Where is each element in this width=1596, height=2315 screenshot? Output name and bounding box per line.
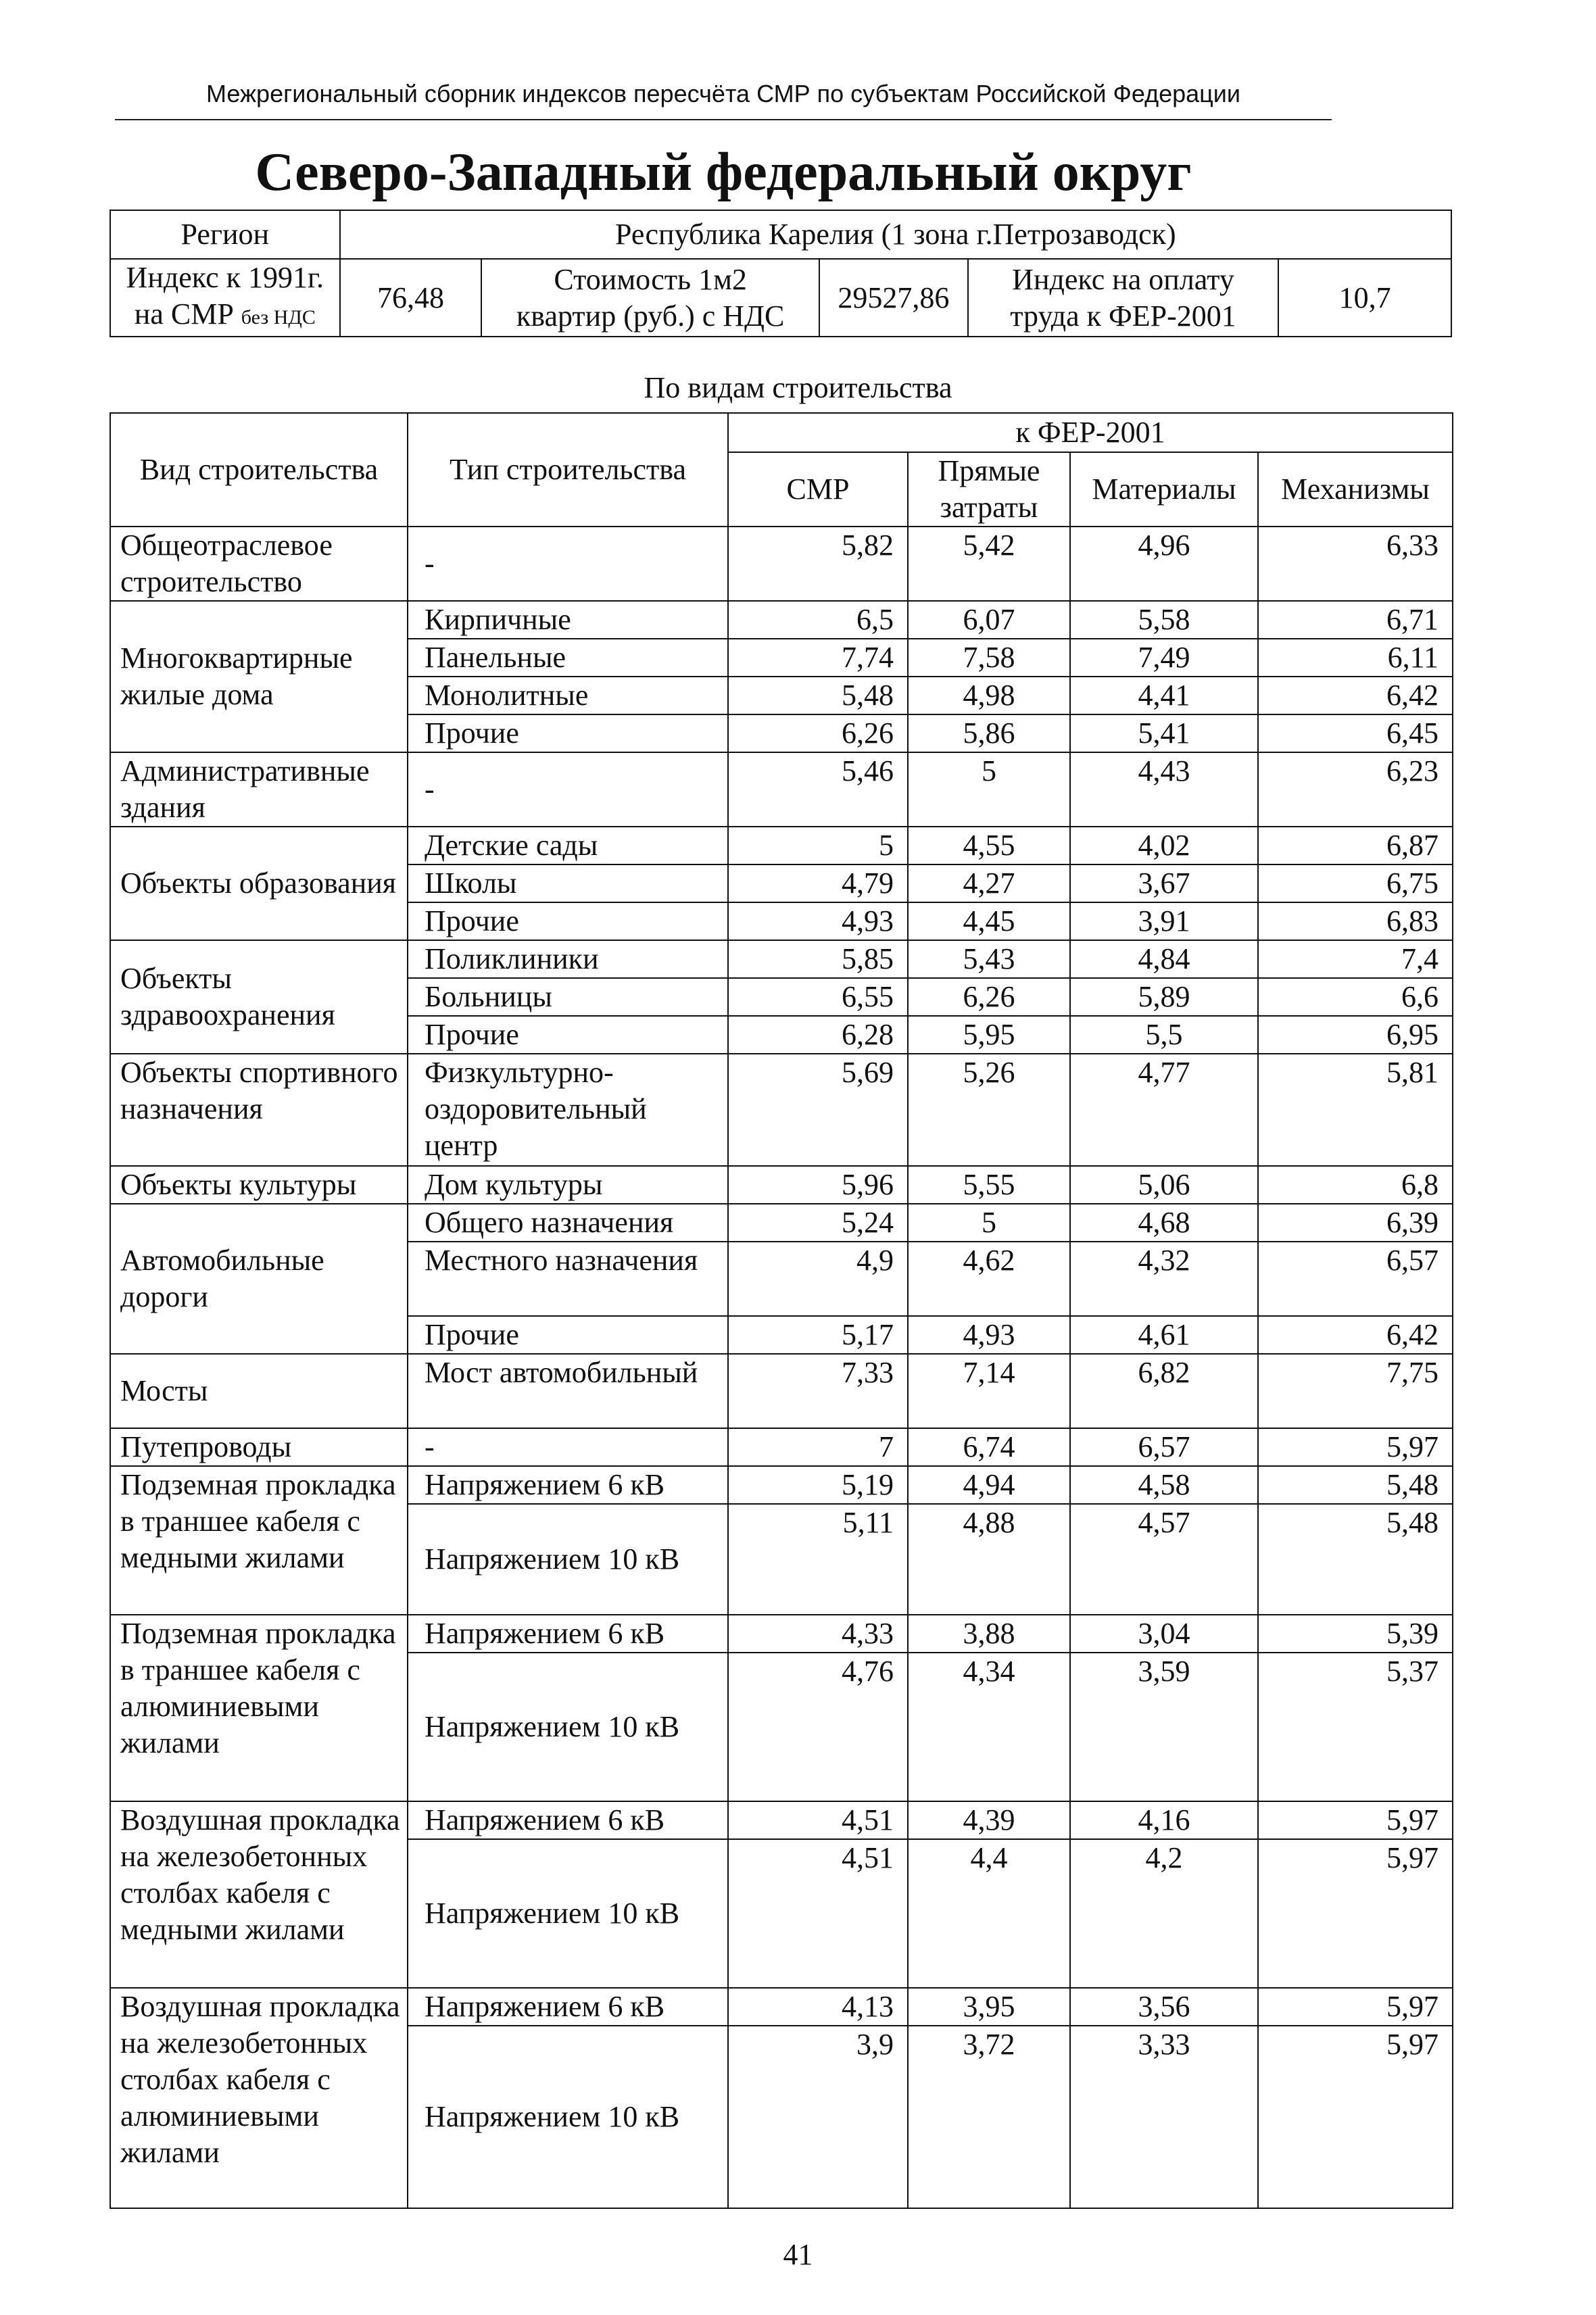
direct-cell: 3,88 bbox=[908, 1615, 1070, 1653]
type-cell: Детские сады bbox=[408, 827, 728, 864]
materials-cell: 5,58 bbox=[1070, 601, 1258, 639]
smr-cell: 5,24 bbox=[728, 1204, 908, 1242]
labor-index-value: 10,7 bbox=[1278, 259, 1451, 337]
direct-cell: 7,14 bbox=[908, 1354, 1070, 1428]
direct-cell: 5 bbox=[908, 752, 1070, 827]
direct-cell: 4,45 bbox=[908, 902, 1070, 940]
smr-cell: 5,19 bbox=[728, 1466, 908, 1504]
type-cell: Кирпичные bbox=[408, 601, 728, 639]
smr-cell: 5,96 bbox=[728, 1166, 908, 1204]
machines-cell: 6,11 bbox=[1258, 639, 1453, 677]
index-value: 76,48 bbox=[340, 259, 482, 337]
smr-cell: 4,79 bbox=[728, 864, 908, 902]
machines-cell: 6,42 bbox=[1258, 677, 1453, 714]
materials-cell: 4,41 bbox=[1070, 677, 1258, 714]
direct-cell: 4,55 bbox=[908, 827, 1070, 864]
direct-cell: 4,94 bbox=[908, 1466, 1070, 1504]
machines-cell: 6,57 bbox=[1258, 1242, 1453, 1316]
region-label: Регион bbox=[110, 210, 340, 259]
type-cell: - bbox=[408, 1428, 728, 1466]
materials-cell: 5,89 bbox=[1070, 978, 1258, 1016]
table-body bbox=[110, 527, 1453, 2208]
machines-cell: 5,97 bbox=[1258, 1801, 1453, 1839]
smr-cell: 4,13 bbox=[728, 1988, 908, 2026]
machines-cell: 5,81 bbox=[1258, 1054, 1453, 1166]
table-row bbox=[110, 1428, 1453, 1466]
materials-cell: 4,77 bbox=[1070, 1054, 1258, 1166]
page-number: 41 bbox=[783, 2238, 813, 2271]
direct-cell: 4,4 bbox=[908, 1839, 1070, 1988]
header-materials: Материалы bbox=[1070, 452, 1258, 527]
machines-cell: 5,97 bbox=[1258, 1988, 1453, 2026]
type-cell: Прочие bbox=[408, 714, 728, 752]
type-cell: Напряжением 6 кВ bbox=[408, 1988, 728, 2026]
header-kind: Вид строительства bbox=[110, 413, 408, 527]
table-row bbox=[110, 1166, 1453, 1204]
direct-cell: 3,72 bbox=[908, 2026, 1070, 2208]
direct-cell: 4,34 bbox=[908, 1653, 1070, 1801]
cost-label: Стоимость 1м2 квартир (руб.) с НДС bbox=[481, 259, 819, 337]
machines-cell: 6,45 bbox=[1258, 714, 1453, 752]
type-cell: Напряжением 10 кВ bbox=[408, 1653, 728, 1801]
type-cell: - bbox=[408, 752, 728, 827]
materials-cell: 4,43 bbox=[1070, 752, 1258, 827]
machines-cell: 6,33 bbox=[1258, 527, 1453, 601]
smr-cell: 5,48 bbox=[728, 677, 908, 714]
smr-cell: 7 bbox=[728, 1428, 908, 1466]
type-cell: Напряжением 6 кВ bbox=[408, 1615, 728, 1653]
materials-cell: 5,5 bbox=[1070, 1016, 1258, 1054]
type-cell: Физкультурно-оздоровительный центр bbox=[408, 1054, 728, 1166]
direct-cell: 5,43 bbox=[908, 940, 1070, 978]
materials-cell: 6,57 bbox=[1070, 1428, 1258, 1466]
machines-cell: 6,83 bbox=[1258, 902, 1453, 940]
smr-cell: 7,33 bbox=[728, 1354, 908, 1428]
machines-cell: 7,4 bbox=[1258, 940, 1453, 978]
direct-cell: 5,86 bbox=[908, 714, 1070, 752]
direct-cell: 4,93 bbox=[908, 1316, 1070, 1354]
table-row bbox=[110, 827, 1453, 864]
machines-cell: 6,42 bbox=[1258, 1316, 1453, 1354]
type-cell: Прочие bbox=[408, 1316, 728, 1354]
smr-cell: 4,93 bbox=[728, 902, 908, 940]
table-row bbox=[110, 527, 1453, 601]
type-cell: Прочие bbox=[408, 902, 728, 940]
materials-cell: 5,06 bbox=[1070, 1166, 1258, 1204]
machines-cell: 7,75 bbox=[1258, 1354, 1453, 1428]
table-caption: По видам строительства bbox=[644, 371, 952, 404]
smr-cell: 4,9 bbox=[728, 1242, 908, 1316]
machines-cell: 6,95 bbox=[1258, 1016, 1453, 1054]
materials-cell: 4,32 bbox=[1070, 1242, 1258, 1316]
kind-cell: Подземная прокладка в траншее кабеля с алюминиевыми жилами bbox=[110, 1615, 408, 1801]
materials-cell: 4,02 bbox=[1070, 827, 1258, 864]
header-rule bbox=[115, 119, 1332, 120]
machines-cell: 6,39 bbox=[1258, 1204, 1453, 1242]
type-cell: Больницы bbox=[408, 978, 728, 1016]
machines-cell: 5,48 bbox=[1258, 1504, 1453, 1615]
materials-cell: 5,41 bbox=[1070, 714, 1258, 752]
kind-cell: Воздушная прокладка на железобетонных столбах кабеля с медными жилами bbox=[110, 1801, 408, 1988]
direct-cell: 4,62 bbox=[908, 1242, 1070, 1316]
smr-cell: 6,28 bbox=[728, 1016, 908, 1054]
header-group: к ФЕР-2001 bbox=[728, 413, 1453, 452]
kind-cell: Административные здания bbox=[110, 752, 408, 827]
type-cell: Напряжением 10 кВ bbox=[408, 1504, 728, 1615]
type-cell: Напряжением 10 кВ bbox=[408, 2026, 728, 2208]
type-cell: Напряжением 6 кВ bbox=[408, 1466, 728, 1504]
table-row bbox=[110, 1466, 1453, 1504]
machines-cell: 6,6 bbox=[1258, 978, 1453, 1016]
type-cell: Общего назначения bbox=[408, 1204, 728, 1242]
index-label-line1: Индекс к 1991г. bbox=[126, 261, 324, 294]
kind-cell: Объекты образования bbox=[110, 827, 408, 940]
machines-cell: 5,39 bbox=[1258, 1615, 1453, 1653]
kind-cell: Объекты здравоохранения bbox=[110, 940, 408, 1054]
labor-index-label: Индекс на оплату труда к ФЕР-2001 bbox=[968, 259, 1279, 337]
region-summary-table bbox=[110, 210, 1452, 337]
page-title: Северо-Западный федеральный округ bbox=[255, 143, 1192, 202]
smr-cell: 5,46 bbox=[728, 752, 908, 827]
smr-cell: 6,5 bbox=[728, 601, 908, 639]
direct-cell: 6,26 bbox=[908, 978, 1070, 1016]
running-head: Межрегиональный сборник индексов пересчёта СМР по субъектам Российской Федерации bbox=[205, 80, 1241, 107]
type-cell: Напряжением 6 кВ bbox=[408, 1801, 728, 1839]
type-cell: Напряжением 10 кВ bbox=[408, 1839, 728, 1988]
type-cell: Местного назначения bbox=[408, 1242, 728, 1316]
direct-cell: 5,95 bbox=[908, 1016, 1070, 1054]
header-machines: Механизмы bbox=[1258, 452, 1453, 527]
materials-cell: 3,91 bbox=[1070, 902, 1258, 940]
table-row bbox=[110, 1801, 1453, 1839]
smr-cell: 7,74 bbox=[728, 639, 908, 677]
header-type: Тип строительства bbox=[408, 413, 728, 527]
type-cell: Панельные bbox=[408, 639, 728, 677]
materials-cell: 4,96 bbox=[1070, 527, 1258, 601]
direct-cell: 7,58 bbox=[908, 639, 1070, 677]
direct-cell: 6,07 bbox=[908, 601, 1070, 639]
materials-cell: 3,67 bbox=[1070, 864, 1258, 902]
kind-cell: Многоквартирные жилые дома bbox=[110, 601, 408, 752]
smr-cell: 4,51 bbox=[728, 1839, 908, 1988]
kind-cell: Общеотраслевое строительство bbox=[110, 527, 408, 601]
smr-cell: 4,76 bbox=[728, 1653, 908, 1801]
table-row bbox=[110, 1354, 1453, 1428]
direct-cell: 4,39 bbox=[908, 1801, 1070, 1839]
machines-cell: 6,8 bbox=[1258, 1166, 1453, 1204]
materials-cell: 4,2 bbox=[1070, 1839, 1258, 1988]
table-row bbox=[110, 1054, 1453, 1166]
table-row bbox=[110, 1615, 1453, 1653]
type-cell: - bbox=[408, 527, 728, 601]
materials-cell: 4,58 bbox=[1070, 1466, 1258, 1504]
kind-cell: Подземная прокладка в траншее кабеля с медными жилами bbox=[110, 1466, 408, 1615]
materials-cell: 4,16 bbox=[1070, 1801, 1258, 1839]
index-label-line2: на СМР без НДС bbox=[134, 297, 316, 331]
smr-cell: 5,11 bbox=[728, 1504, 908, 1615]
type-cell: Прочие bbox=[408, 1016, 728, 1054]
index-label bbox=[110, 259, 340, 337]
smr-cell: 3,9 bbox=[728, 2026, 908, 2208]
materials-cell: 4,61 bbox=[1070, 1316, 1258, 1354]
cost-value: 29527,86 bbox=[819, 259, 968, 337]
machines-cell: 6,87 bbox=[1258, 827, 1453, 864]
smr-cell: 6,26 bbox=[728, 714, 908, 752]
kind-cell: Воздушная прокладка на железобетонных столбах кабеля с алюминиевыми жилами bbox=[110, 1988, 408, 2208]
construction-index-table bbox=[110, 412, 1453, 2209]
machines-cell: 6,23 bbox=[1258, 752, 1453, 827]
kind-cell: Объекты спортивного назначения bbox=[110, 1054, 408, 1166]
smr-cell: 4,33 bbox=[728, 1615, 908, 1653]
type-cell: Школы bbox=[408, 864, 728, 902]
materials-cell: 6,82 bbox=[1070, 1354, 1258, 1428]
machines-cell: 5,97 bbox=[1258, 1428, 1453, 1466]
table-row bbox=[110, 1204, 1453, 1242]
direct-cell: 3,95 bbox=[908, 1988, 1070, 2026]
machines-cell: 5,48 bbox=[1258, 1466, 1453, 1504]
kind-cell: Мосты bbox=[110, 1354, 408, 1428]
materials-cell: 3,56 bbox=[1070, 1988, 1258, 2026]
materials-cell: 3,59 bbox=[1070, 1653, 1258, 1801]
smr-cell: 4,51 bbox=[728, 1801, 908, 1839]
direct-cell: 6,74 bbox=[908, 1428, 1070, 1466]
materials-cell: 3,33 bbox=[1070, 2026, 1258, 2208]
smr-cell: 5,85 bbox=[728, 940, 908, 978]
kind-cell: Объекты культуры bbox=[110, 1166, 408, 1204]
direct-cell: 5,42 bbox=[908, 527, 1070, 601]
type-cell: Мост автомобильный bbox=[408, 1354, 728, 1428]
direct-cell: 5 bbox=[908, 1204, 1070, 1242]
smr-cell: 6,55 bbox=[728, 978, 908, 1016]
direct-cell: 4,27 bbox=[908, 864, 1070, 902]
type-cell: Монолитные bbox=[408, 677, 728, 714]
table-row bbox=[110, 752, 1453, 827]
machines-cell: 6,71 bbox=[1258, 601, 1453, 639]
machines-cell: 5,97 bbox=[1258, 1839, 1453, 1988]
smr-cell: 5,17 bbox=[728, 1316, 908, 1354]
region-value: Республика Карелия (1 зона г.Петрозаводск) bbox=[340, 210, 1451, 259]
direct-cell: 5,26 bbox=[908, 1054, 1070, 1166]
materials-cell: 4,57 bbox=[1070, 1504, 1258, 1615]
materials-cell: 4,68 bbox=[1070, 1204, 1258, 1242]
materials-cell: 4,84 bbox=[1070, 940, 1258, 978]
type-cell: Поликлиники bbox=[408, 940, 728, 978]
direct-cell: 5,55 bbox=[908, 1166, 1070, 1204]
table-row bbox=[110, 601, 1453, 639]
smr-cell: 5 bbox=[728, 827, 908, 864]
header-direct: Прямые затраты bbox=[908, 452, 1070, 527]
table-row bbox=[110, 1988, 1453, 2026]
table-row bbox=[110, 940, 1453, 978]
kind-cell: Автомобильные дороги bbox=[110, 1204, 408, 1354]
header-smr: СМР bbox=[728, 452, 908, 527]
direct-cell: 4,88 bbox=[908, 1504, 1070, 1615]
machines-cell: 5,97 bbox=[1258, 2026, 1453, 2208]
materials-cell: 7,49 bbox=[1070, 639, 1258, 677]
kind-cell: Путепроводы bbox=[110, 1428, 408, 1466]
machines-cell: 5,37 bbox=[1258, 1653, 1453, 1801]
type-cell: Дом культуры bbox=[408, 1166, 728, 1204]
smr-cell: 5,82 bbox=[728, 527, 908, 601]
direct-cell: 4,98 bbox=[908, 677, 1070, 714]
machines-cell: 6,75 bbox=[1258, 864, 1453, 902]
materials-cell: 3,04 bbox=[1070, 1615, 1258, 1653]
smr-cell: 5,69 bbox=[728, 1054, 908, 1166]
